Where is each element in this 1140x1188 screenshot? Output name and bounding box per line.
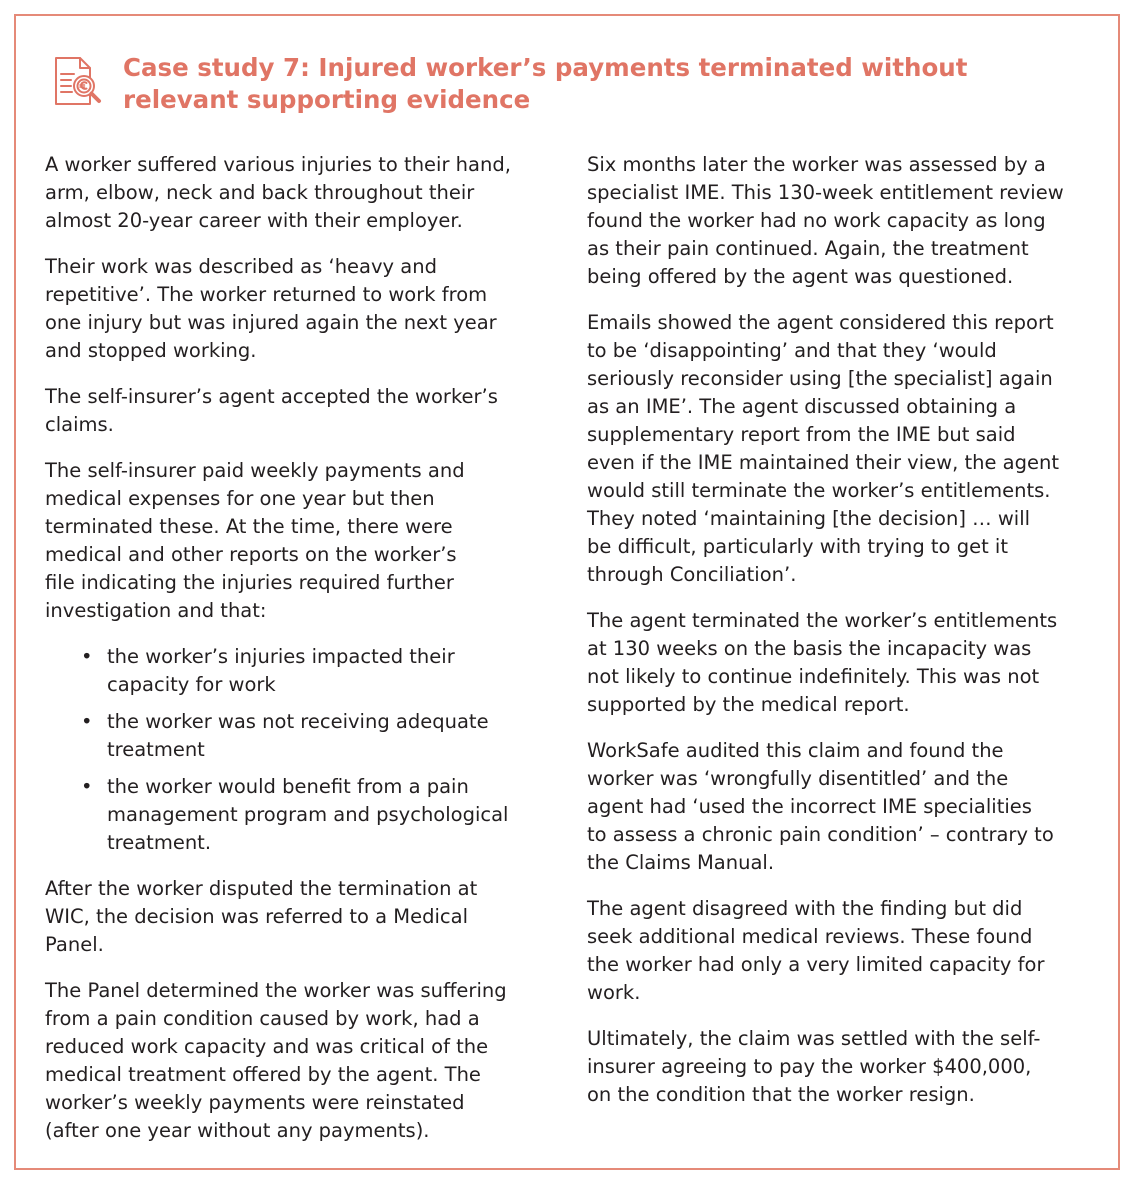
text-line: They noted ‘maintaining [the decision] … will [587, 507, 1031, 530]
paragraph [587, 607, 1107, 719]
right-column [587, 151, 1107, 1127]
text-line: Their work was described as ‘heavy and [45, 255, 437, 278]
paragraph [45, 383, 555, 439]
text-line: terminated these. At the time, there were [45, 515, 453, 538]
bullet-item [81, 773, 555, 857]
text-line: as their pain continued. Again, the treatment [587, 237, 1029, 260]
paragraph [587, 737, 1107, 877]
text-line: even if the IME maintained their view, the agent [587, 451, 1059, 474]
text-line: Emails showed the agent considered this report [587, 311, 1054, 334]
text-line: would still terminate the worker’s entitlements. [587, 479, 1051, 502]
text-line: almost 20-year career with their employer. [45, 209, 463, 232]
text-line: capacity for work [107, 673, 276, 696]
text-line: from a pain condition caused by work, had a [45, 1007, 480, 1030]
text-line: be difficult, particularly with trying to get it [587, 535, 1008, 558]
text-line: Ultimately, the claim was settled with the self- [587, 1027, 1041, 1050]
bullet-item [81, 708, 555, 764]
text-line: WorkSafe audited this claim and found the [587, 739, 1004, 762]
case-study-title [123, 52, 1023, 116]
paragraph [45, 977, 555, 1145]
text-line: worker’s weekly payments were reinstated [45, 1091, 465, 1114]
text-line: file indicating the injuries required further [45, 571, 454, 594]
text-line: the Claims Manual. [587, 851, 775, 874]
paragraph [45, 253, 555, 365]
text-line: management program and psychological [107, 803, 509, 826]
text-line: through Conciliation’. [587, 563, 797, 586]
paragraph [587, 1025, 1107, 1109]
text-line: and stopped working. [45, 339, 257, 362]
paragraph [45, 151, 555, 235]
text-line: to assess a chronic pain condition’ – contrary to [587, 823, 1054, 846]
text-line: reduced work capacity and was critical of the [45, 1035, 489, 1058]
text-line: • the worker was not receiving adequate [107, 710, 489, 733]
text-line: treatment [107, 738, 205, 761]
paragraph [587, 151, 1107, 291]
text-line: agent had ‘used the incorrect IME specialities [587, 795, 1032, 818]
text-line: arm, elbow, neck and back throughout their [45, 181, 475, 204]
text-line: medical and other reports on the worker’s [45, 543, 457, 566]
text-line: • the worker’s injuries impacted their [107, 645, 455, 668]
bullet-list [45, 643, 555, 857]
title-line: Case study 7: Injured worker’s payments terminated without [123, 53, 968, 82]
text-line: seriously reconsider using [the specialist] again [587, 367, 1053, 390]
text-line: as an IME’. The agent discussed obtaining a [587, 395, 1017, 418]
case-study-header [50, 52, 1100, 122]
text-line: at 130 weeks on the basis the incapacity was [587, 637, 1032, 660]
text-line: on the condition that the worker resign. [587, 1083, 975, 1106]
text-line: insurer agreeing to pay the worker $400,000, [587, 1055, 1032, 1078]
text-line: repetitive’. The worker returned to work from [45, 283, 488, 306]
text-line: treatment. [107, 831, 212, 854]
text-line: supported by the medical report. [587, 693, 910, 716]
text-line: medical expenses for one year but then [45, 487, 435, 510]
text-line: • the worker would benefit from a pain [107, 775, 469, 798]
paragraph [587, 309, 1107, 589]
text-line: A worker suffered various injuries to their hand, [45, 153, 511, 176]
text-line: one injury but was injured again the next year [45, 311, 497, 334]
paragraph [587, 895, 1107, 1007]
text-line: The agent disagreed with the finding but did [587, 897, 1023, 920]
paragraph [45, 457, 555, 625]
text-line: work. [587, 981, 641, 1004]
text-line: (after one year without any payments). [45, 1119, 430, 1142]
text-line: The self-insurer’s agent accepted the worker’s [45, 385, 498, 408]
text-line: WIC, the decision was referred to a Medical [45, 905, 468, 928]
text-line: The Panel determined the worker was suffering [45, 979, 507, 1002]
text-line: The self-insurer paid weekly payments and [45, 459, 465, 482]
text-line: worker was ‘wrongfully disentitled’ and the [587, 767, 1009, 790]
text-line: to be ‘disappointing’ and that they ‘would [587, 339, 997, 362]
text-line: The agent terminated the worker’s entitlements [587, 609, 1058, 632]
text-line: investigation and that: [45, 599, 267, 622]
text-line: supplementary report from the IME but said [587, 423, 1016, 446]
text-line: found the worker had no work capacity as long [587, 209, 1046, 232]
text-line: Six months later the worker was assessed by a [587, 153, 1046, 176]
text-line: the worker had only a very limited capacity for [587, 953, 1045, 976]
text-line: Panel. [45, 933, 104, 956]
paragraph [45, 875, 555, 959]
document-magnifier-icon [50, 54, 106, 110]
text-line: being offered by the agent was questioned. [587, 265, 1014, 288]
text-line: claims. [45, 413, 114, 436]
text-line: After the worker disputed the termination at [45, 877, 478, 900]
text-line: not likely to continue indefinitely. This was not [587, 665, 1040, 688]
bullet-item [81, 643, 555, 699]
text-line: specialist IME. This 130-week entitlement review [587, 181, 1064, 204]
text-line: seek additional medical reviews. These found [587, 925, 1033, 948]
text-line: medical treatment offered by the agent. The [45, 1063, 481, 1086]
title-line: relevant supporting evidence [123, 85, 531, 114]
left-column [45, 151, 555, 1163]
